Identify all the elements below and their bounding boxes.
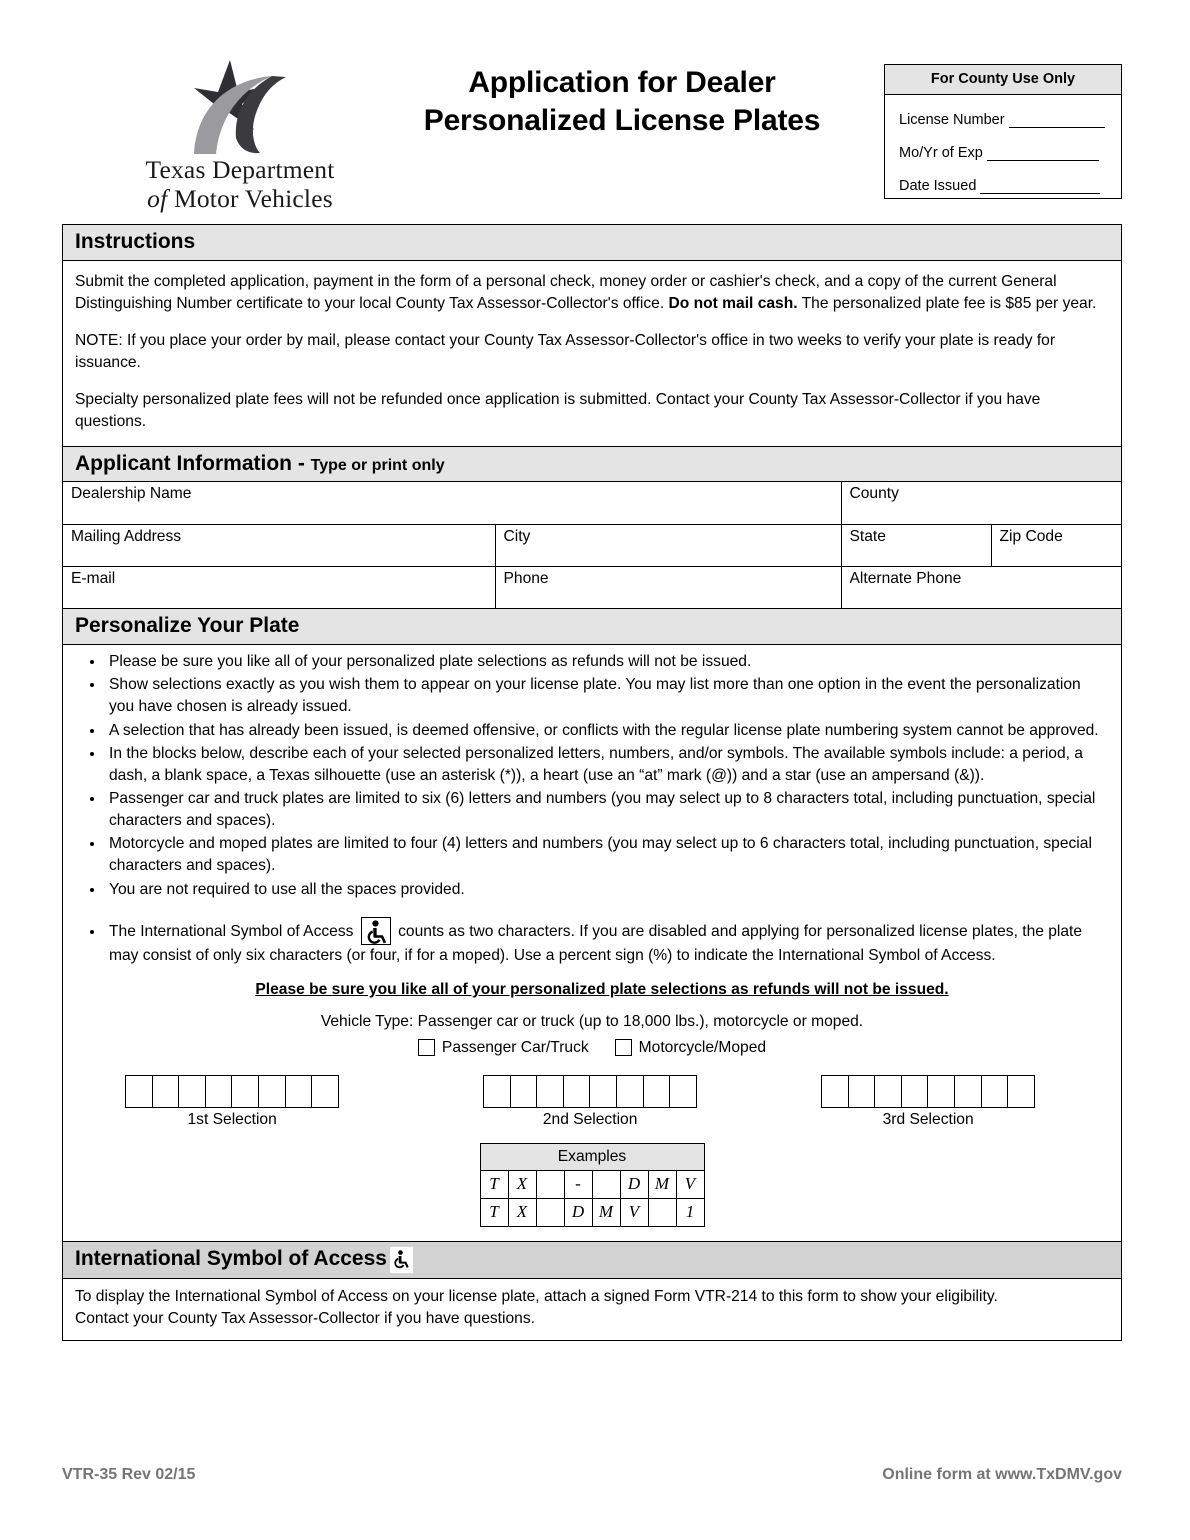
selection-3-cell-1[interactable] bbox=[821, 1075, 849, 1108]
selection-3-cell-3[interactable] bbox=[874, 1075, 902, 1108]
selection-2-cells bbox=[483, 1075, 697, 1108]
selection-3-cells bbox=[821, 1075, 1035, 1108]
date-issued-label: Date Issued bbox=[899, 178, 977, 194]
example-1-cell-2: X bbox=[508, 1170, 536, 1198]
selection-2-cell-4[interactable] bbox=[563, 1075, 591, 1108]
footer-online-form: Online form at www.TxDMV.gov bbox=[882, 1466, 1122, 1483]
selection-2-cell-7[interactable] bbox=[643, 1075, 671, 1108]
example-2-cell-4: D bbox=[564, 1198, 592, 1226]
example-1-cell-1: T bbox=[480, 1170, 508, 1198]
section-header-personalize-your-plate: Personalize Your Plate bbox=[63, 608, 1121, 645]
selection-1-cell-1[interactable] bbox=[125, 1075, 153, 1108]
example-1-cell-4: - bbox=[564, 1170, 592, 1198]
checkbox-passenger-car-truck[interactable] bbox=[418, 1039, 589, 1057]
checkbox-label-motorcycle-moped: Motorcycle/Moped bbox=[638, 1038, 767, 1056]
examples-header-row bbox=[480, 1143, 704, 1170]
field-dealership-name[interactable] bbox=[63, 482, 841, 524]
txdmv-logo-text bbox=[120, 156, 360, 213]
selection-1-label: 1st Selection bbox=[187, 1110, 277, 1128]
form-body bbox=[62, 224, 1122, 1341]
page-header bbox=[62, 52, 1122, 212]
personalize-bullet-list bbox=[63, 651, 1121, 967]
list-item: • A selection that has already been issued, is deemed offensive, or conflicts with the regular license plate numbering system cannot be approved. bbox=[105, 720, 1107, 742]
field-email[interactable] bbox=[63, 566, 495, 608]
list-item: • Show selections exactly as you wish them to appear on your license plate. You may list more than one option in the event the personalization you have chosen is already issued. bbox=[105, 674, 1107, 718]
selection-1-cell-8[interactable] bbox=[311, 1075, 339, 1108]
example-2-cell-7 bbox=[648, 1198, 676, 1226]
applicant-heading-main: Applicant Information - bbox=[75, 451, 311, 475]
field-county[interactable] bbox=[841, 482, 1121, 524]
wheelchair-icon bbox=[391, 1248, 413, 1274]
page-title bbox=[342, 64, 902, 141]
selection-1-cell-7[interactable] bbox=[285, 1075, 313, 1108]
example-2-cell-2: X bbox=[508, 1198, 536, 1226]
selection-2-cell-8[interactable] bbox=[669, 1075, 697, 1108]
table-row bbox=[480, 1198, 704, 1226]
selection-2-cell-6[interactable] bbox=[616, 1075, 644, 1108]
license-number-label: License Number bbox=[899, 112, 1005, 128]
examples-heading: Examples bbox=[480, 1143, 704, 1170]
selection-group-2 bbox=[483, 1075, 697, 1129]
page-title-line-2: Personalized License Plates bbox=[423, 104, 821, 138]
selection-1-cell-2[interactable] bbox=[152, 1075, 180, 1108]
page-footer bbox=[62, 1466, 1122, 1484]
field-city[interactable] bbox=[495, 524, 841, 566]
selection-1-cell-6[interactable] bbox=[258, 1075, 286, 1108]
instructions-p1-bold: Do not mail cash. bbox=[668, 294, 798, 312]
selection-3-cell-8[interactable] bbox=[1007, 1075, 1035, 1108]
instructions-paragraph-2: NOTE: If you place your order by mail, please contact your County Tax Assessor-Collector's office in two weeks to verify your plate is ready for issuance. bbox=[75, 332, 1056, 372]
mo-yr-of-exp-rule[interactable] bbox=[987, 149, 1099, 161]
field-alternate-phone[interactable] bbox=[841, 566, 1121, 608]
selection-3-cell-7[interactable] bbox=[981, 1075, 1009, 1108]
examples-table-wrap bbox=[63, 1143, 1121, 1241]
txdmv-star-logo-icon bbox=[168, 58, 318, 158]
label-email: E-mail bbox=[71, 569, 116, 587]
instructions-paragraph-1 bbox=[75, 271, 1107, 315]
checkbox-box-icon[interactable] bbox=[615, 1039, 632, 1056]
checkbox-motorcycle-moped[interactable] bbox=[615, 1039, 766, 1057]
selection-2-cell-3[interactable] bbox=[536, 1075, 564, 1108]
field-state[interactable] bbox=[841, 524, 991, 566]
section-header-instructions: Instructions bbox=[63, 225, 1121, 261]
vehicle-type-line: Vehicle Type: Passenger car or truck (up to 18,000 lbs.), motorcycle or moped. bbox=[320, 1012, 864, 1030]
label-county: County bbox=[849, 485, 899, 503]
license-number-rule[interactable] bbox=[1009, 116, 1105, 128]
mo-yr-of-exp-field[interactable] bbox=[885, 128, 1121, 161]
table-row bbox=[63, 482, 1121, 524]
checkbox-box-icon[interactable] bbox=[418, 1039, 435, 1056]
instructions-paragraph-3: Specialty personalized plate fees will not be refunded once application is submitted. Contact your County Tax Assessor-Collector if you have questions. bbox=[75, 391, 1041, 431]
personalize-emphasis-note: Please be sure you like all of your personalized plate selections as refunds will not be issued. bbox=[255, 980, 949, 998]
selection-1-cells bbox=[125, 1075, 339, 1108]
label-zip-code: Zip Code bbox=[999, 527, 1063, 545]
field-mailing-address[interactable] bbox=[63, 524, 495, 566]
plate-selection-blocks bbox=[63, 1075, 1121, 1141]
isa-bullet-text-pre: The International Symbol of Access bbox=[109, 922, 354, 940]
example-2-cell-8: 1 bbox=[676, 1198, 704, 1226]
selection-3-cell-2[interactable] bbox=[848, 1075, 876, 1108]
isa-header-wheelchair-icon bbox=[390, 1247, 413, 1273]
selection-2-cell-5[interactable] bbox=[589, 1075, 617, 1108]
label-mailing-address: Mailing Address bbox=[71, 527, 182, 545]
label-dealership-name: Dealership Name bbox=[71, 485, 192, 503]
table-row bbox=[63, 524, 1121, 566]
date-issued-rule[interactable] bbox=[980, 182, 1100, 194]
label-state: State bbox=[849, 527, 886, 545]
logo-line-1: Texas Department bbox=[145, 155, 335, 184]
applicant-heading-sub: Type or print only bbox=[310, 456, 445, 474]
logo-line-2-italic: of bbox=[147, 183, 168, 213]
isa-section-body bbox=[63, 1279, 1121, 1340]
checkbox-label-passenger-car-truck: Passenger Car/Truck bbox=[441, 1038, 589, 1056]
list-item: • In the blocks below, describe each of your selected personalized letters, numbers, and/or symbols. The available symbols include: a period, a dash, a blank space, a Texas silhouette (use an asterisk (*)), a heart (use an “at” mark (@)) and a star (use an ampersand (&)). bbox=[105, 743, 1107, 787]
table-row bbox=[63, 566, 1121, 608]
international-symbol-of-access-icon bbox=[361, 917, 391, 945]
selection-3-cell-5[interactable] bbox=[927, 1075, 955, 1108]
page-title-line-1: Application for Dealer bbox=[468, 66, 776, 99]
selection-2-cell-2[interactable] bbox=[510, 1075, 538, 1108]
list-item: • You are not required to use all the spaces provided. bbox=[105, 879, 1107, 901]
wheelchair-icon bbox=[364, 910, 390, 948]
example-2-cell-6: V bbox=[620, 1198, 648, 1226]
isa-section-line-1: To display the International Symbol of Access on your license plate, attach a signed Form VTR-214 to this form to show your eligibility. bbox=[75, 1287, 998, 1305]
section-header-international-symbol-of-access bbox=[63, 1241, 1121, 1279]
table-row bbox=[480, 1170, 704, 1198]
example-2-cell-3 bbox=[536, 1198, 564, 1226]
list-item: • Motorcycle and moped plates are limited to four (4) letters and numbers (you may select up to 6 characters total, including punctuation, special characters and spaces). bbox=[105, 833, 1107, 877]
logo-line-2-rest: Motor Vehicles bbox=[173, 183, 333, 213]
section-header-applicant-information bbox=[63, 446, 1121, 483]
footer-form-id: VTR-35 Rev 02/15 bbox=[62, 1466, 196, 1483]
label-phone: Phone bbox=[503, 569, 549, 587]
selection-3-cell-6[interactable] bbox=[954, 1075, 982, 1108]
selection-group-3 bbox=[821, 1075, 1035, 1129]
example-1-cell-5 bbox=[592, 1170, 620, 1198]
selection-group-1 bbox=[125, 1075, 339, 1129]
license-number-field[interactable] bbox=[885, 95, 1121, 128]
selection-2-label: 2nd Selection bbox=[542, 1110, 638, 1128]
field-zip-code[interactable] bbox=[991, 524, 1121, 566]
isa-section-heading-text: International Symbol of Access bbox=[75, 1247, 387, 1271]
instructions-p1-a: Submit the completed application, payment in the form of a personal check, money order or cashier's check, and a copy of the current General Distinguishing Number certificate to your local County Tax Assessor-Collector's office. bbox=[75, 272, 1057, 312]
list-item-international-symbol-of-access bbox=[105, 917, 1107, 967]
isa-bullet-text-post: counts as two characters. If you are disabled and applying for personalized license plates, the plate may consist of only six characters (or four, if for a moped). Use a percent sign (%) to indicate the International Symbol of Access. bbox=[109, 922, 1083, 964]
isa-section-line-2: Contact your County Tax Assessor-Collector if you have questions. bbox=[75, 1309, 535, 1327]
selection-3-cell-4[interactable] bbox=[901, 1075, 929, 1108]
example-1-cell-3 bbox=[536, 1170, 564, 1198]
mo-yr-of-exp-label: Mo/Yr of Exp bbox=[899, 145, 983, 161]
vehicle-type-checkbox-row bbox=[63, 1039, 1121, 1057]
list-item: • Passenger car and truck plates are limited to six (6) letters and numbers (you may select up to 8 characters total, including punctuation, special characters and spaces). bbox=[105, 788, 1107, 832]
date-issued-field[interactable] bbox=[885, 161, 1121, 194]
list-item: • Please be sure you like all of your personalized plate selections as refunds will not be issued. bbox=[105, 651, 1107, 673]
instructions-body bbox=[63, 261, 1121, 446]
field-phone[interactable] bbox=[495, 566, 841, 608]
example-2-cell-1: T bbox=[480, 1198, 508, 1226]
county-box-heading: For County Use Only bbox=[885, 65, 1121, 95]
instructions-p1-b: The personalized plate fee is $85 per year. bbox=[797, 294, 1097, 312]
for-county-use-only-box bbox=[884, 64, 1122, 199]
example-2-cell-5: M bbox=[592, 1198, 620, 1226]
applicant-information-table bbox=[63, 482, 1121, 608]
example-1-cell-7: M bbox=[648, 1170, 676, 1198]
selection-1-cell-4[interactable] bbox=[205, 1075, 233, 1108]
txdmv-logo bbox=[120, 58, 360, 213]
label-alternate-phone: Alternate Phone bbox=[849, 569, 962, 587]
selection-1-cell-3[interactable] bbox=[178, 1075, 206, 1108]
selection-2-cell-1[interactable] bbox=[483, 1075, 511, 1108]
examples-table bbox=[480, 1143, 705, 1227]
selection-3-label: 3rd Selection bbox=[882, 1110, 974, 1128]
label-city: City bbox=[503, 527, 531, 545]
selection-1-cell-5[interactable] bbox=[231, 1075, 259, 1108]
example-1-cell-8: V bbox=[676, 1170, 704, 1198]
logo-line-2 bbox=[120, 185, 360, 214]
example-1-cell-6: D bbox=[620, 1170, 648, 1198]
